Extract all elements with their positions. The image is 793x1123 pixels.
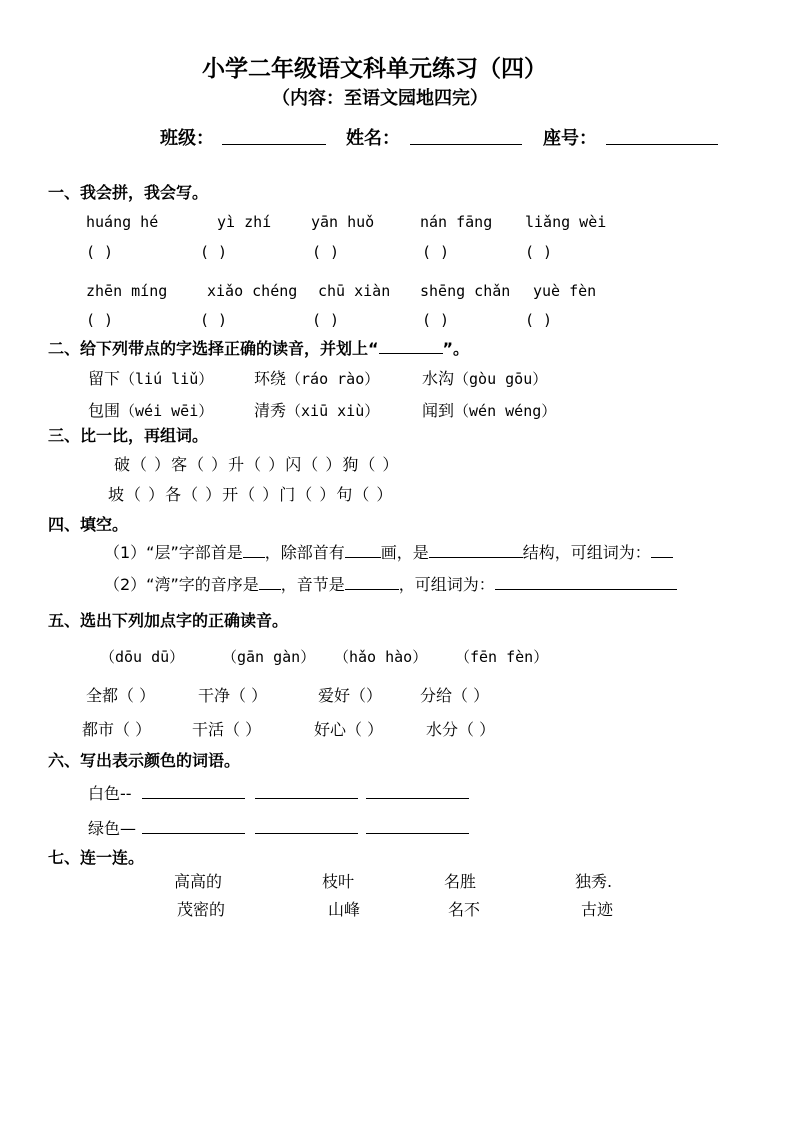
word-item: 全都（ ）	[86, 686, 156, 705]
answer-line[interactable]	[366, 782, 469, 799]
pinyin-item: xiǎo chéng	[207, 282, 298, 300]
compare-row: 破（ ）客（ ）升（ ）闪（ ）狗（ ）	[114, 455, 400, 474]
reading-item: 环绕（ráo rào）	[254, 369, 380, 388]
word-item: 水分（ ）	[426, 720, 496, 739]
compare-row: 坡（ ）各（ ）开（ ）门（ ）句（ ）	[108, 485, 394, 504]
pinyin-item: chū xiàn	[318, 282, 391, 300]
word-item: 都市（ ）	[82, 720, 152, 739]
section-1-heading: 一、我会拼，我会写。	[48, 183, 209, 202]
seat-label: 座号：	[543, 128, 597, 149]
fill-question-2: （2）“湾”字的音序是 ，音节是 ，可组词为：	[104, 572, 677, 595]
match-item[interactable]: 高高的	[174, 872, 223, 891]
section-5-heading: 五、选出下列加点字的正确读音。	[48, 611, 289, 630]
answer-paren[interactable]: ( )	[525, 243, 553, 261]
section-4-heading: 四、填空。	[48, 515, 129, 534]
match-item[interactable]: 茂密的	[177, 900, 226, 919]
pinyin-item: huáng hé	[86, 213, 159, 231]
match-item[interactable]: 名胜	[444, 872, 477, 891]
reading-item: 留下（liú liǔ）	[88, 369, 214, 388]
answer-paren[interactable]: ( )	[200, 311, 228, 329]
class-field[interactable]	[222, 126, 326, 145]
answer-paren[interactable]: ( )	[86, 243, 114, 261]
answer-paren[interactable]: ( )	[422, 311, 450, 329]
answer-paren[interactable]: ( )	[525, 311, 553, 329]
seat-field[interactable]	[606, 126, 718, 145]
word-item: 干活（ ）	[192, 720, 262, 739]
answer-line[interactable]	[255, 782, 358, 799]
pinyin-item: zhēn míng	[86, 282, 168, 300]
match-item[interactable]: 古迹	[581, 900, 614, 919]
answer-line[interactable]	[255, 817, 358, 834]
fill-question-1: （1）“层”字部首是 ，除部首有 画，是 结构，可组词为：	[104, 540, 673, 563]
section-3-heading: 三、比一比，再组词。	[48, 426, 209, 445]
name-field[interactable]	[410, 126, 522, 145]
answer-paren[interactable]: ( )	[86, 311, 114, 329]
reading-option: （fēn fèn）	[455, 648, 549, 666]
page-subtitle: （内容：至语文园地四完）	[272, 88, 488, 109]
name-label: 姓名：	[346, 128, 400, 149]
pinyin-item: yān huǒ	[311, 213, 375, 231]
color-white-label: 白色--	[88, 784, 132, 803]
pinyin-item: yì zhí	[217, 213, 272, 231]
match-item[interactable]: 独秀.	[575, 872, 613, 891]
pinyin-item: liǎng wèi	[525, 213, 607, 231]
match-item[interactable]: 枝叶	[322, 872, 355, 891]
answer-line[interactable]	[142, 817, 245, 834]
answer-line[interactable]	[142, 782, 245, 799]
section-6-heading: 六、写出表示颜色的词语。	[48, 751, 241, 770]
reading-item: 包围（wéi wēi）	[88, 401, 214, 420]
reading-item: 清秀（xiū xiù）	[254, 401, 380, 420]
word-item: 分给（ ）	[420, 686, 490, 705]
section-7-heading: 七、连一连。	[48, 848, 145, 867]
pinyin-item: shēng chǎn	[420, 282, 511, 300]
answer-line[interactable]	[366, 817, 469, 834]
pinyin-item: yuè fèn	[533, 282, 597, 300]
match-item[interactable]: 山峰	[328, 900, 361, 919]
reading-option: （gān gàn）	[222, 648, 316, 666]
word-item: 干净（ ）	[198, 686, 268, 705]
answer-paren[interactable]: ( )	[312, 243, 340, 261]
reading-item: 水沟（gòu gōu）	[422, 369, 548, 388]
page-title: 小学二年级语文科单元练习（四）	[202, 56, 547, 82]
word-item: 爱好（）	[318, 686, 383, 705]
reading-item: 闻到（wén wéng）	[422, 401, 557, 420]
pinyin-item: nán fāng	[420, 213, 493, 231]
reading-option: （hǎo hào）	[334, 648, 428, 666]
answer-paren[interactable]: ( )	[422, 243, 450, 261]
section-2-heading: 二、给下列带点的字选择正确的读音，并划上“ ”。	[48, 339, 470, 358]
answer-paren[interactable]: ( )	[200, 243, 228, 261]
reading-option: （dōu dū）	[100, 648, 185, 666]
color-green-label: 绿色—	[88, 819, 137, 838]
word-item: 好心（ ）	[314, 720, 384, 739]
answer-paren[interactable]: ( )	[312, 311, 340, 329]
match-item[interactable]: 名不	[448, 900, 481, 919]
class-label: 班级：	[160, 128, 214, 149]
